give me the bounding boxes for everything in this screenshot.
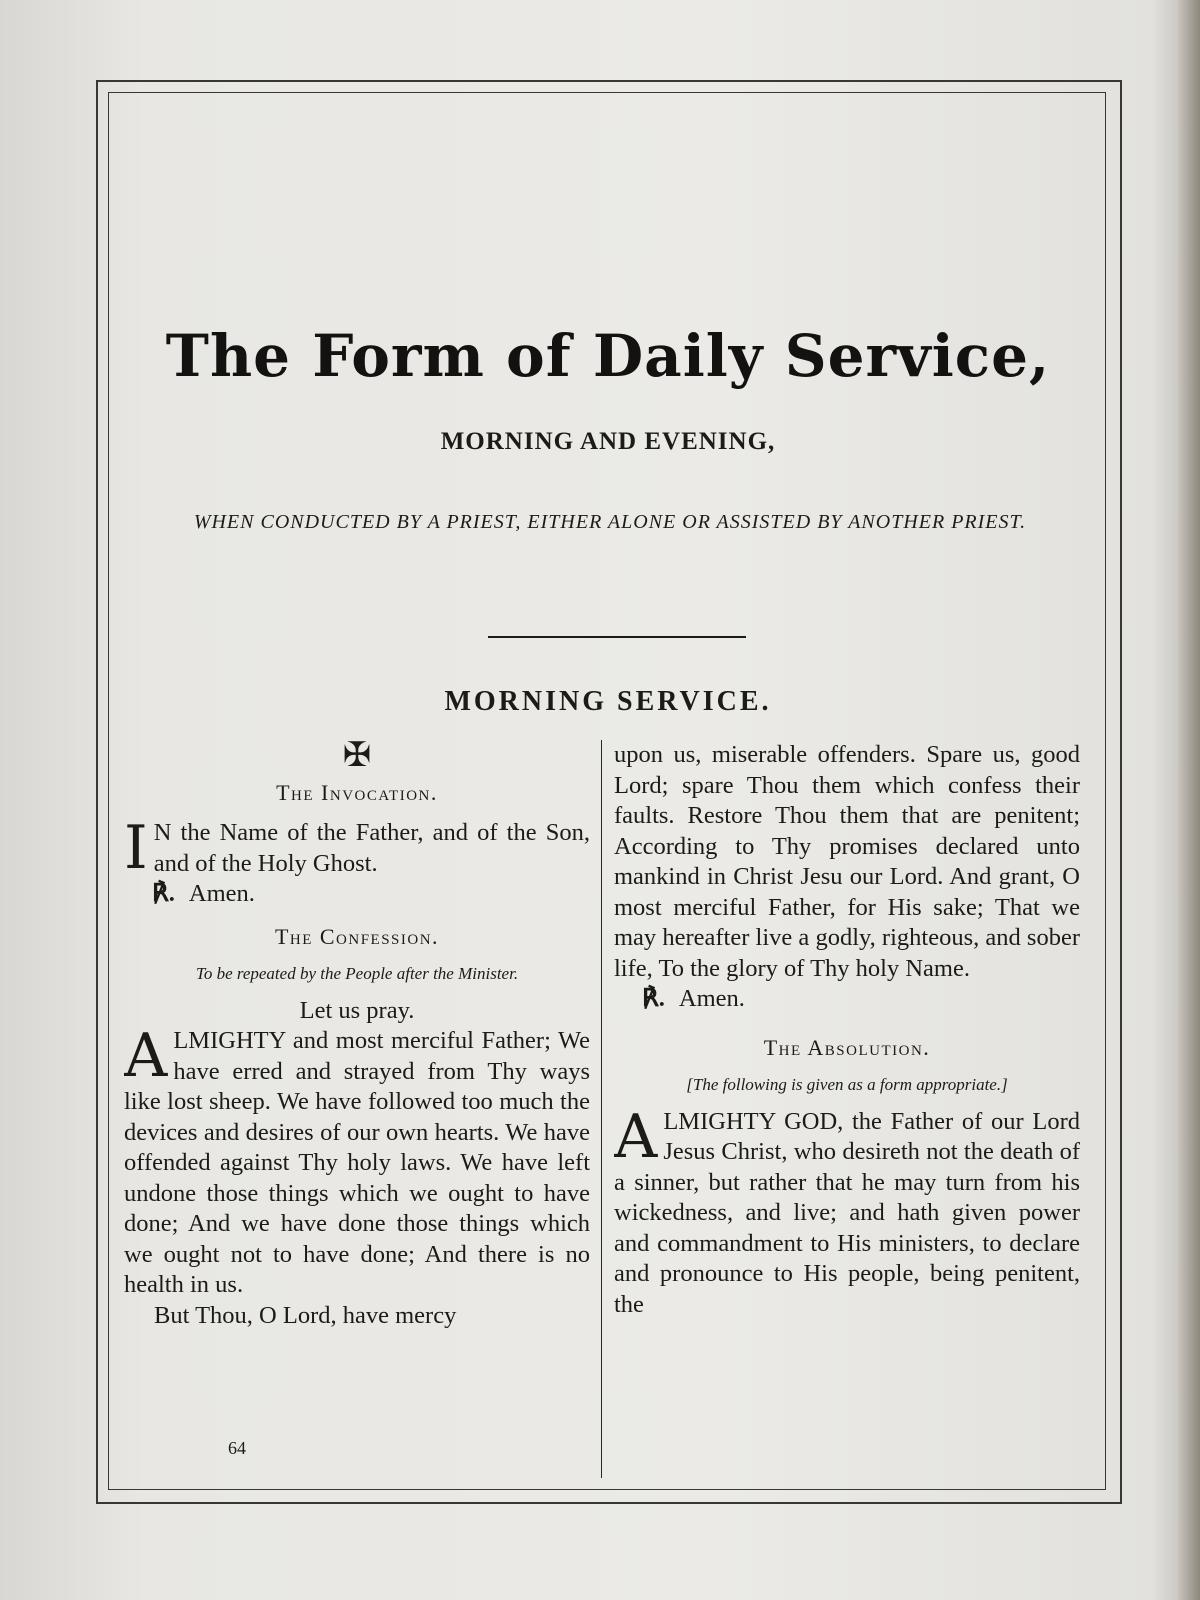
left-column — [124, 740, 590, 1478]
page-number: 64 — [228, 1438, 246, 1458]
section-rule — [488, 636, 746, 638]
page-subtitle: MORNING AND EVENING, — [440, 428, 776, 455]
service-description: WHEN CONDUCTED BY A PRIEST, EITHER ALONE OR ASSISTED BY ANOTHER PRIEST. — [193, 511, 1027, 533]
invocation-paragraph — [124, 813, 590, 883]
absolution-paragraph — [614, 1101, 1080, 1321]
response-mark: ℟. — [642, 985, 665, 1012]
invocation-text: N the Name of the Father, and of the Son, and of the Holy Ghost. — [153, 819, 590, 877]
response-text: Amen. — [188, 880, 255, 907]
response-mark: ℟. — [152, 880, 175, 907]
book-spine — [1178, 0, 1200, 1600]
invocation-response — [152, 879, 590, 910]
confession-heading: The Confession. — [274, 923, 440, 949]
let-us-pray: Let us pray. — [299, 996, 415, 1024]
confession-rubric: To be repeated by the People after the Minister. — [195, 963, 519, 983]
right-column — [614, 740, 1080, 1478]
confession-continuation: upon us, miserable offenders. Spare us, good Lord; spare Thou them which confess their faults. Restore Thou them that are penitent; According to Thy promises declared unto mankind in Christ Jesu our Lord. And grant, O most merciful Father, for His sake; That we may hereafter live a godly, righteous, and sober life, To the glory of Thy holy Name. — [614, 741, 1080, 982]
absolution-dropcap: A — [614, 1101, 658, 1172]
invocation-dropcap: I — [124, 813, 148, 883]
absolution-rubric: [The following is given as a form appropriate.] — [686, 1074, 1008, 1094]
response-text: Amen. — [678, 985, 745, 1012]
cross-icon: ✠ — [342, 740, 372, 774]
absolution-heading: The Absolution. — [763, 1034, 931, 1060]
column-divider — [601, 740, 602, 1478]
confession-text: LMIGHTY and most merciful Father; We have erred and strayed from Thy ways like lost sheep. We have followed too much the devices and desires of our own hearts. We have offended against Thy holy laws. We have left undone those things which we ought to have done; And we have done those things which we ought not to have done; And there is no health in us. — [124, 1027, 590, 1298]
invocation-heading: The Invocation. — [276, 780, 438, 805]
absolution-text: LMIGHTY GOD, the Father of our Lord Jesus Christ, who desireth not the death of a sinner, but rather that he may turn from his wickedness, and live; and hath given power and commandment to His ministers, to declare and pronounce to His people, being penitent, the — [614, 1107, 1080, 1318]
confession-response — [642, 984, 1080, 1015]
confession-continued: But Thou, O Lord, have mercy — [154, 1301, 457, 1329]
confession-paragraph — [124, 1021, 590, 1301]
page-title: The Form of Daily Service, — [165, 322, 1051, 390]
confession-dropcap: A — [124, 1021, 168, 1091]
section-heading: MORNING SERVICE. — [444, 686, 772, 717]
